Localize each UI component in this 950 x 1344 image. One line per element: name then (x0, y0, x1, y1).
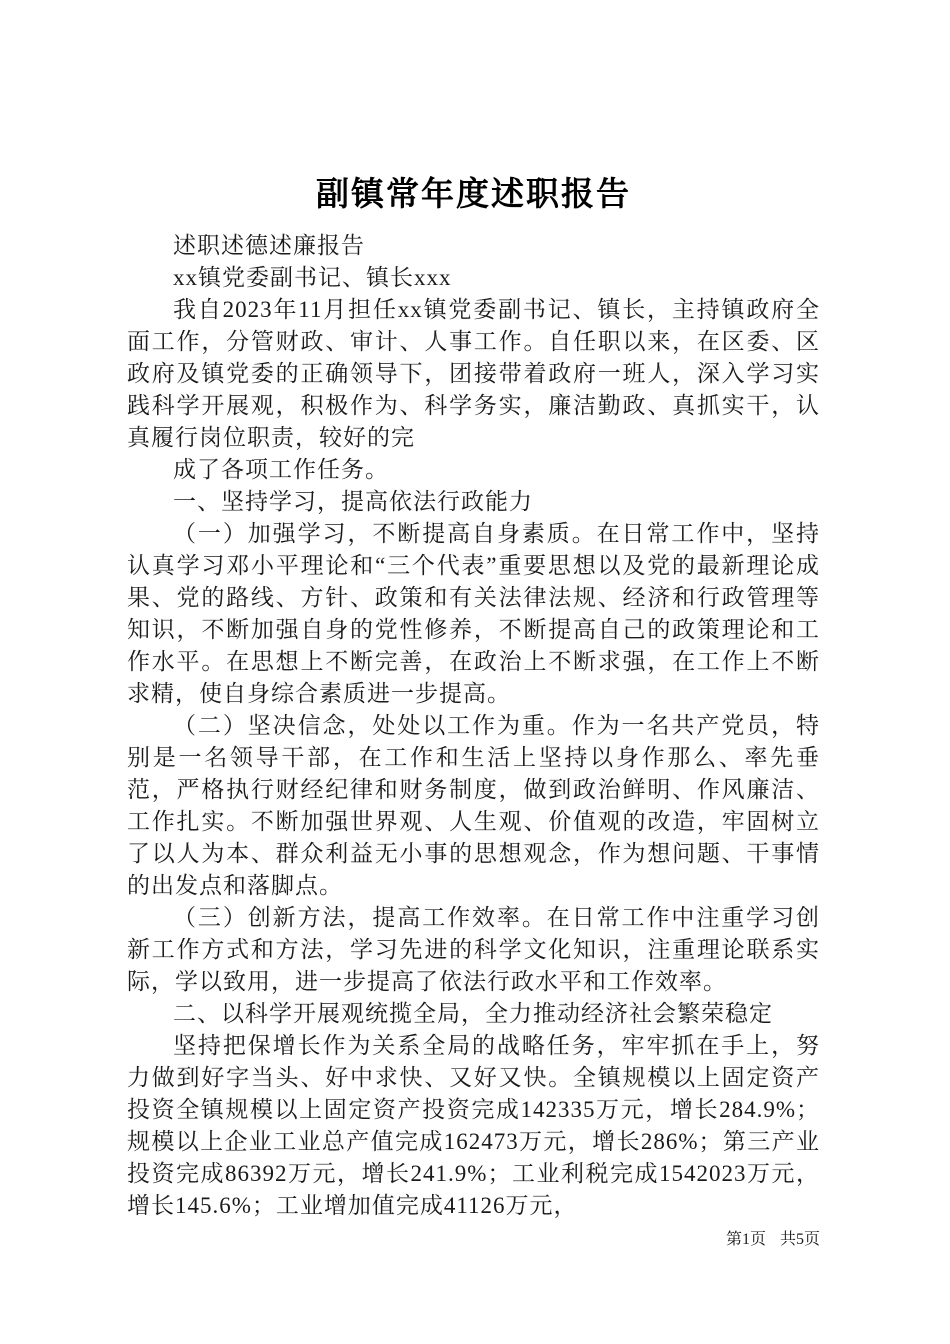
section-heading: 一、坚持学习，提高依法行政能力 (173, 489, 533, 514)
paragraph: （一）加强学习，不断提高自身素质。在日常工作中，坚持认真学习邓小平理论和“三个代表”重要思想以及党的最新理论成果、党的路线、方针、政策和有关法律法规、经济和行政管理等知识，不断加强自身的党性修养，不断提高自己的政策理论和工作水平。在思想上不断完善，在政治上不断求强，在工作上不断求精，使自身综合素质进一步提高。 (127, 521, 820, 706)
paragraph: （二）坚决信念，处处以工作为重。作为一名共产党员，特别是一名领导干部，在工作和生活上坚持以身作那么、率先垂范，严格执行财经纪律和财务制度，做到政治鲜明、作风廉洁、工作扎实。不断加强世界观、人生观、价值观的改造，牢固树立了以人为本、群众利益无小事的思想观念，作为想问题、干事情的出发点和落脚点。 (127, 713, 820, 898)
paragraph: xx镇党委副书记、镇长xxx (173, 265, 452, 290)
paragraph: 坚持把保增长作为关系全局的战略任务，牢牢抓在手上，努力做到好字当头、好中求快、又好又快。全镇规模以上固定资产投资全镇规模以上固定资产投资完成142335万元，增长284.9%；规模以上企业工业总产值完成162473万元，增长286%；第三产业投资完成86392万元，增长241.9%；工业利税完成1542023万元，增长145.6%；工业增加值完成41126万元， (127, 1033, 820, 1218)
paragraph: 成了各项工作任务。 (173, 457, 389, 482)
section-heading: 二、以科学开展观统揽全局，全力推动经济社会繁荣稳定 (173, 1001, 773, 1026)
paragraph: 我自2023年11月担任xx镇党委副书记、镇长，主持镇政府全面工作，分管财政、审计、人事工作。自任职以来，在区委、区政府及镇党委的正确领导下，团接带着政府一班人，深入学习实践科学开展观，积极作为、科学务实，廉洁勤政、真抓实干，认真履行岗位职责，较好的完 (127, 297, 820, 450)
page-footer (726, 1230, 820, 1250)
document-body (127, 230, 820, 1222)
paragraph: 述职述德述廉报告 (173, 233, 365, 258)
document-title: 副镇常年度述职报告 (316, 174, 631, 213)
page-total: 共5页 (779, 1231, 820, 1248)
paragraph: （三）创新方法，提高工作效率。在日常工作中注重学习创新工作方式和方法，学习先进的科学文化知识，注重理论联系实际，学以致用，进一步提高了依法行政水平和工作效率。 (127, 905, 820, 994)
page-number: 第1页 (725, 1231, 766, 1248)
